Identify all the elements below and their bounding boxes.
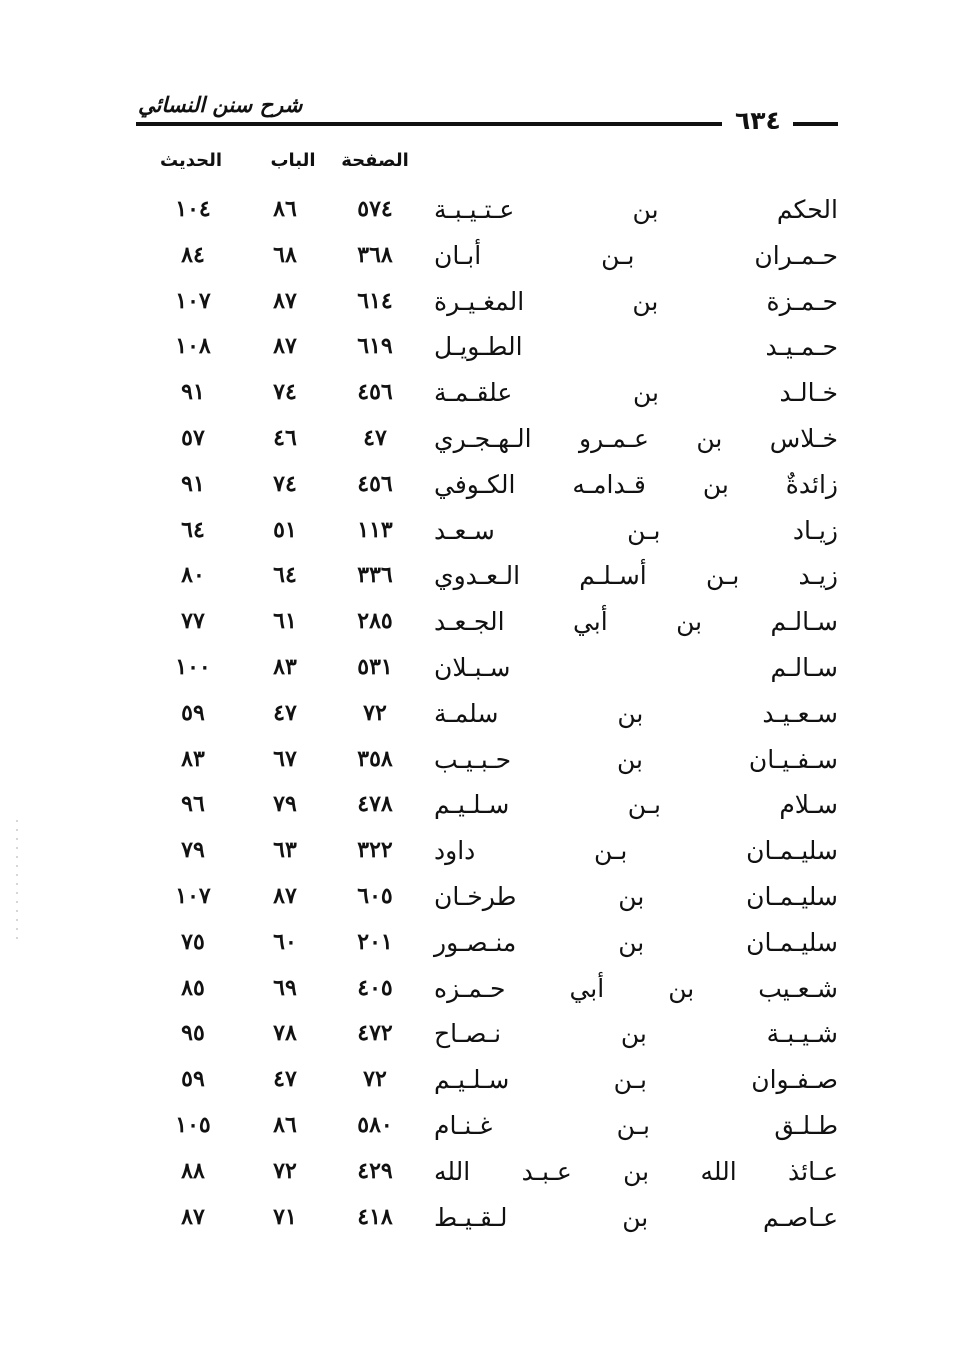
page-reference: ٣٦٨ bbox=[357, 241, 393, 268]
column-header-bab: الباب bbox=[270, 150, 316, 171]
index-row bbox=[130, 1152, 840, 1196]
hadith-number: ٨٧ bbox=[181, 1203, 205, 1230]
page-reference: ٥٨٠ bbox=[357, 1112, 393, 1138]
index-row bbox=[130, 327, 840, 371]
page-number: ٦٣٤ bbox=[735, 106, 781, 135]
page-reference: ٦١٤ bbox=[357, 287, 393, 314]
page-reference: ١١٣ bbox=[357, 516, 393, 543]
hadith-number: ١٠٧ bbox=[175, 883, 211, 909]
narrator-name: عـاصـم بن لـقـيـط bbox=[434, 1202, 838, 1232]
index-row bbox=[130, 877, 840, 921]
bab-number: ٨٦ bbox=[273, 196, 297, 222]
narrator-name: خـالـد بن علقـمـة bbox=[434, 378, 838, 408]
page-reference: ٤١٨ bbox=[357, 1203, 393, 1230]
page-reference: ٤٧٢ bbox=[357, 1020, 393, 1047]
bab-number: ٨٦ bbox=[273, 1112, 297, 1138]
bab-number: ٨٧ bbox=[273, 883, 297, 909]
page-reference: ٥٧٤ bbox=[357, 196, 393, 222]
narrator-name: حـمـران بـن أبـان bbox=[434, 240, 838, 270]
bab-number: ٦٠ bbox=[273, 928, 297, 955]
index-row bbox=[130, 648, 840, 692]
narrator-name: حـمـزة بن المغـيـرة bbox=[434, 286, 838, 316]
bab-number: ٧٤ bbox=[273, 470, 297, 497]
narrator-name: زائدةٌ بن قـدامـه الكـوفي bbox=[434, 469, 838, 499]
narrator-name: خـلاس بن عـمـرو الـهـجـري bbox=[434, 424, 838, 453]
bab-number: ٧٤ bbox=[273, 379, 297, 406]
bab-number: ٤٧ bbox=[273, 1066, 297, 1093]
narrator-name: زيـاد بـن سـعـد bbox=[434, 515, 838, 545]
column-header-hadith: الحديث bbox=[159, 150, 223, 171]
index-row bbox=[130, 785, 840, 829]
index-row bbox=[130, 923, 840, 967]
narrator-name: عـائذ الله بن عـبـد الله bbox=[434, 1156, 838, 1186]
page-reference: ٤٠٥ bbox=[357, 974, 393, 1001]
index-row bbox=[130, 1198, 840, 1242]
page-reference: ٤٧٨ bbox=[357, 791, 393, 818]
book-title: شرح سنن النسائي bbox=[138, 92, 303, 117]
page-reference: ٤٥٦ bbox=[357, 470, 393, 497]
running-header bbox=[130, 92, 840, 136]
page-reference: ٣٣٦ bbox=[357, 562, 393, 589]
narrator-name: سليـمـان بـن داود bbox=[434, 836, 838, 866]
index-row bbox=[130, 282, 840, 326]
column-header-page: الصفحة bbox=[341, 150, 409, 171]
index-row bbox=[130, 511, 840, 555]
narrator-name: الحكم بن عـتـيـبـة bbox=[434, 195, 838, 224]
hadith-number: ٩٦ bbox=[181, 791, 205, 818]
narrator-name: سليـمـان بن طرخـان bbox=[434, 882, 838, 911]
page-reference: ٥٣١ bbox=[357, 654, 393, 680]
narrator-name: سليـمـان بن منـصـور bbox=[434, 927, 838, 957]
bab-number: ٦٣ bbox=[273, 837, 297, 864]
hadith-number: ١٠٧ bbox=[175, 287, 211, 314]
index-row bbox=[130, 419, 840, 463]
page-reference: ٤٥٦ bbox=[357, 379, 393, 406]
page-reference: ٦٠٥ bbox=[357, 883, 393, 909]
narrator-name: سـالـم بن أبي الجـعـد bbox=[434, 607, 838, 637]
hadith-number: ٩١ bbox=[181, 379, 205, 406]
narrator-name: صـفـوان بـن سـلـيـم bbox=[434, 1065, 838, 1095]
hadith-number: ٨٠ bbox=[181, 562, 205, 589]
hadith-number: ١٠٠ bbox=[175, 654, 211, 680]
index-row bbox=[130, 373, 840, 417]
hadith-number: ٨٥ bbox=[181, 974, 205, 1001]
bab-number: ٦١ bbox=[273, 608, 297, 635]
narrator-name: شـيـبـة بن نـصـاح bbox=[434, 1019, 838, 1049]
bab-number: ٨٧ bbox=[273, 287, 297, 314]
bab-number: ٦٩ bbox=[273, 974, 297, 1001]
hadith-number: ٧٩ bbox=[181, 837, 205, 864]
index-row bbox=[130, 1014, 840, 1058]
page-reference: ٧٢ bbox=[363, 699, 387, 726]
hadith-number: ٥٧ bbox=[181, 425, 205, 451]
bab-number: ٦٨ bbox=[273, 241, 297, 268]
page-reference: ٣٢٢ bbox=[357, 837, 393, 864]
index-row bbox=[130, 740, 840, 784]
bab-number: ٧٢ bbox=[273, 1157, 297, 1184]
hadith-number: ٥٩ bbox=[181, 1066, 205, 1093]
hadith-number: ٧٥ bbox=[181, 928, 205, 955]
bab-number: ٨٧ bbox=[273, 333, 297, 360]
page-number-dash bbox=[793, 122, 838, 126]
index-row bbox=[130, 694, 840, 738]
index-row bbox=[130, 556, 840, 600]
page-reference: ٢٠١ bbox=[357, 928, 393, 955]
bab-number: ٥١ bbox=[273, 516, 297, 543]
hadith-number: ٥٩ bbox=[181, 699, 205, 726]
narrator-name: زيـد بـن أسـلـم الـعـدوي bbox=[434, 561, 838, 591]
index-row bbox=[130, 602, 840, 646]
hadith-number: ١٠٨ bbox=[175, 333, 211, 360]
index-row bbox=[130, 1106, 840, 1150]
page-reference: ٤٧ bbox=[363, 425, 387, 451]
narrator-name: حـمـيـد الطـويـل bbox=[434, 332, 838, 362]
index-row bbox=[130, 1060, 840, 1104]
bab-number: ٤٦ bbox=[273, 425, 297, 451]
scan-mark bbox=[16, 820, 18, 940]
index-row bbox=[130, 969, 840, 1013]
bab-number: ٦٧ bbox=[273, 745, 297, 772]
hadith-number: ٨٣ bbox=[181, 745, 205, 772]
hadith-number: ١٠٥ bbox=[175, 1112, 211, 1138]
hadith-number: ٨٤ bbox=[181, 241, 205, 268]
narrator-name: سـعـيـد بن سلمـة bbox=[434, 698, 838, 728]
index-row bbox=[130, 465, 840, 509]
hadith-number: ٩٥ bbox=[181, 1020, 205, 1047]
hadith-number: ١٠٤ bbox=[175, 196, 211, 222]
narrator-name: شـعـيب بن أبي حـمـزه bbox=[434, 973, 838, 1003]
bab-number: ٧١ bbox=[273, 1203, 297, 1230]
page-reference: ٤٢٩ bbox=[357, 1157, 393, 1184]
hadith-number: ٨٨ bbox=[181, 1157, 205, 1184]
narrator-name: سـفـيـان بن حـبـيـب bbox=[434, 744, 838, 774]
bab-number: ٧٨ bbox=[273, 1020, 297, 1047]
index-row bbox=[130, 190, 840, 234]
narrator-name: طـلـق بـن غـنـام bbox=[434, 1111, 838, 1140]
hadith-number: ٧٧ bbox=[181, 608, 205, 635]
header-rule bbox=[136, 122, 722, 126]
page-reference: ٢٨٥ bbox=[357, 608, 393, 635]
hadith-number: ٦٤ bbox=[181, 516, 205, 543]
column-headers bbox=[130, 150, 440, 180]
bab-number: ٦٤ bbox=[273, 562, 297, 589]
index-row bbox=[130, 236, 840, 280]
narrator-name: سـلام بـن سـلـيـم bbox=[434, 790, 838, 820]
bab-number: ٤٧ bbox=[273, 699, 297, 726]
bab-number: ٨٣ bbox=[273, 654, 297, 680]
bab-number: ٧٩ bbox=[273, 791, 297, 818]
narrator-name: سـالـم سـبـلان bbox=[434, 653, 838, 682]
page-reference: ٧٢ bbox=[363, 1066, 387, 1093]
index-row bbox=[130, 831, 840, 875]
page-reference: ٣٥٨ bbox=[357, 745, 393, 772]
hadith-number: ٩١ bbox=[181, 470, 205, 497]
page-reference: ٦١٩ bbox=[357, 333, 393, 360]
